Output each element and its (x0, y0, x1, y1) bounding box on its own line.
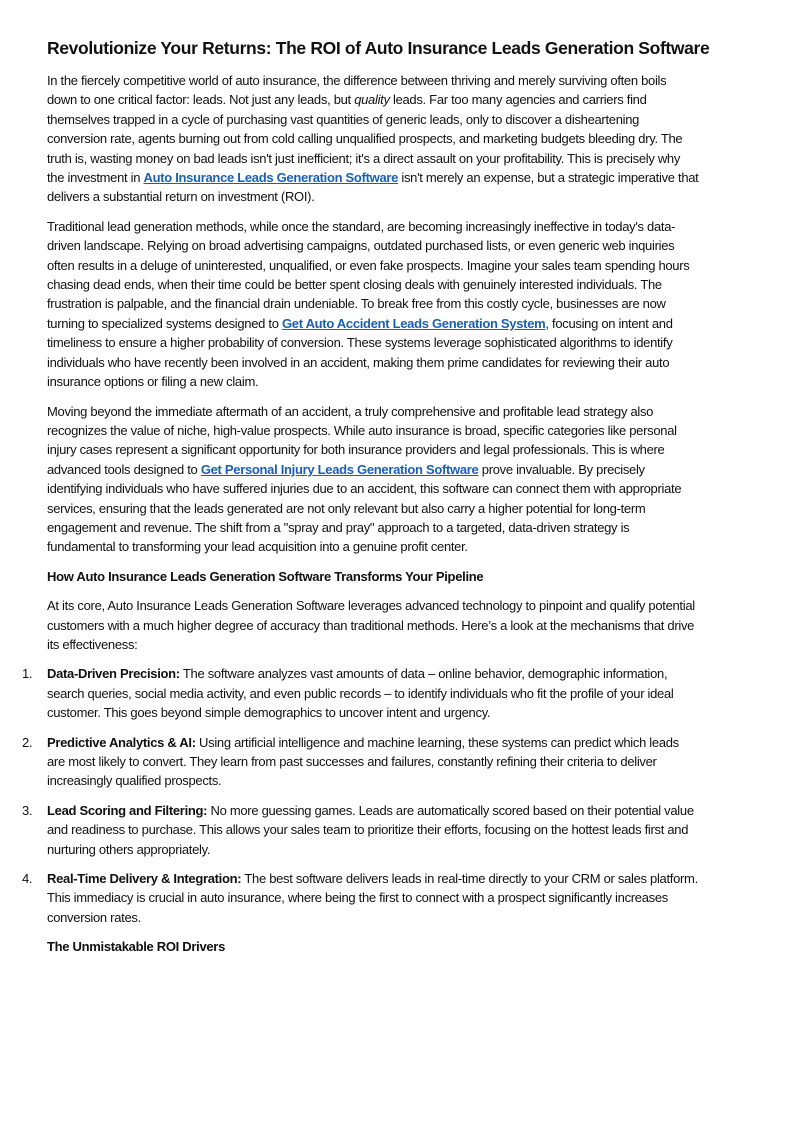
list-item-text: Using artificial intelligence and machine learning, these systems can predict which leads are most likely to convert. They learn from past successes and failures, constantly refining their criteria to deliver increasingly qualified prospects. (47, 734, 679, 789)
mechanisms-list (22, 664, 699, 927)
list-item (22, 664, 699, 722)
auto-insurance-leads-link[interactable]: Auto Insurance Leads Generation Software (143, 170, 399, 186)
list-item-text: The best software delivers leads in real-time directly to your CRM or sales platform. This immediacy is crucial in auto insurance, where being the first to connect with a prospect significantly increases conversion rates. (47, 871, 698, 925)
document-page (22, 38, 710, 967)
section-heading-pipeline: How Auto Insurance Leads Generation Software Transforms Your Pipeline (47, 568, 484, 584)
traditional-methods-paragraph (47, 217, 699, 392)
auto-accident-leads-link[interactable]: Get Auto Accident Leads Generation System (281, 315, 546, 331)
list-item (22, 801, 699, 859)
page-title: Revolutionize Your Returns: The ROI of Auto Insurance Leads Generation Software (47, 38, 710, 58)
niche-prospects-paragraph (47, 402, 699, 557)
list-item-text: No more guessing games. Leads are automatically scored based on their potential value and readiness to purchase. This allows your sales team to prioritize their efforts, focusing on the hottest leads first and nurturing others appropriately. (47, 802, 694, 857)
list-item-label: Lead Scoring and Filtering: (47, 802, 208, 818)
list-number: 2. (22, 734, 33, 750)
text: isn't merely an expense, but a strategic imperative that delivers a substantial return on investment (ROI). (47, 170, 699, 205)
emphasis: quality (354, 92, 390, 108)
list-number: 1. (22, 666, 33, 682)
list-item-label: Data-Driven Precision: (47, 666, 180, 682)
text: prove invaluable. By precisely identifying individuals who have suffered injuries due to an accident, this software can connect them with appropriate services, ensuring that the leads generated are not only relevant but also carry a higher potential for long-term engagement and revenue. The shift from a "spray and pray" approach to a targeted, data-driven strategy is fundamental to transforming your lead acquisition into a genuine profit center. (47, 461, 682, 555)
list-item (22, 733, 699, 791)
text: Traditional lead generation methods, while once the standard, are becoming increasingly ineffective in today's data-driven landscape. Relying on broad advertising campaigns, outdated purchased lists, or even generic web inquiries often results in a deluge of uninterested, unqualified, or even fake prospects. Imagine your sales team spending hours chasing dead ends, when their time could be better spent closing deals with genuinely interested individuals. The frustration is palpable, and the financial drain undeniable. To break free from this costly cycle, businesses are now turning to specialized systems designed to (47, 218, 690, 331)
list-item (22, 869, 699, 927)
intro-paragraph (47, 71, 699, 207)
text: leads. Far too many agencies and carriers find themselves trapped in a cycle of purchasing vast quantities of generic leads, only to discover a disheartening conversion rate, agents burning out from cold calling unqualified prospects, and marketing budgets bleeding dry. The truth is, wasting money on bad leads isn't just inefficient; it's a direct assault on your profitability. This is precisely why the investment in (47, 92, 683, 186)
text: , focusing on intent and timeliness to ensure a higher probability of conversion. These systems leverage sophisticated algorithms to identify individuals who have recently been involved in an accident, making them prime candidates for reviewing their auto insurance options or filing a new claim. (47, 315, 673, 390)
text: In the fiercely competitive world of auto insurance, the difference between thriving and merely surviving often boils down to one critical factor: leads. Not just any leads, but (47, 73, 667, 108)
list-number: 3. (22, 802, 33, 818)
text: Moving beyond the immediate aftermath of an accident, a truly comprehensive and profitable lead strategy also recognizes the value of niche, high-value prospects. While auto insurance is broad, specific categories like personal injury cases represent a significant opportunity for both insurance providers and legal professionals. This is where advanced tools designed to (47, 403, 677, 477)
core-paragraph: At its core, Auto Insurance Leads Generation Software leverages advanced technology to pinpoint and qualify potential customers with a much higher degree of accuracy than traditional methods. Here’s a look at the mechanisms that drive its effectiveness: (47, 598, 695, 652)
list-item-label: Predictive Analytics & AI: (47, 734, 196, 750)
list-item-label: Real-Time Delivery & Integration: (47, 871, 242, 887)
list-number: 4. (22, 871, 33, 887)
personal-injury-leads-link[interactable]: Get Personal Injury Leads Generation Software (200, 461, 479, 477)
list-item-text: The software analyzes vast amounts of data – online behavior, demographic information, search queries, social media activity, and even public records – to identify individuals who fit the profile of your ideal customer. This goes beyond simple demographics to uncover intent and urgency. (47, 666, 674, 721)
section-heading-roi-drivers: The Unmistakable ROI Drivers (47, 939, 225, 955)
